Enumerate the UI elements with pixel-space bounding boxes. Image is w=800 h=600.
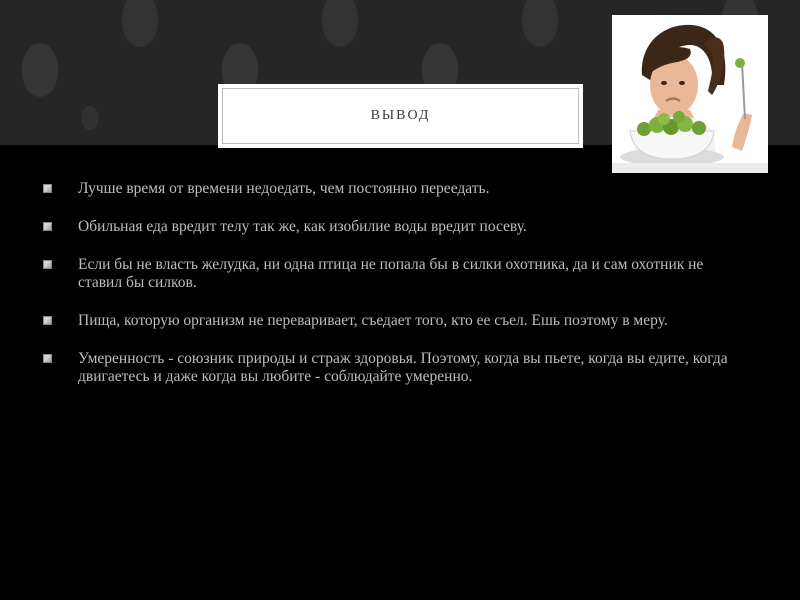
list-item <box>40 312 740 330</box>
bullet-text: Лучше время от времени недоедать, чем постоянно переедать. <box>78 180 490 197</box>
bullet-text: Пища, которую организм не переваривает, съедает того, кто ее съел. Ешь поэтому в меру. <box>78 312 668 329</box>
square-bullet-icon <box>43 354 52 363</box>
bullet-text: Если бы не власть желудка, ни одна птица не попала бы в силки охотника, да и сам охотник не ставил бы силков. <box>78 256 704 291</box>
bullet-list <box>40 180 740 406</box>
slide-title: ВЫВОД <box>370 108 431 123</box>
list-item <box>40 256 740 292</box>
list-item <box>40 218 740 236</box>
girl-with-vegetables-photo <box>612 15 768 173</box>
square-bullet-icon <box>43 184 52 193</box>
title-box <box>218 84 583 148</box>
list-item <box>40 350 740 386</box>
list-item <box>40 180 740 198</box>
bullet-text: Обильная еда вредит телу так же, как изобилие воды вредит посеву. <box>78 218 527 235</box>
bullet-text: Умеренность - союзник природы и страж здоровья. Поэтому, когда вы пьете, когда вы едите, когда двигаетесь и даже когда вы любите - соблюдайте умеренно. <box>78 350 728 385</box>
square-bullet-icon <box>43 316 52 325</box>
square-bullet-icon <box>43 222 52 231</box>
square-bullet-icon <box>43 260 52 269</box>
